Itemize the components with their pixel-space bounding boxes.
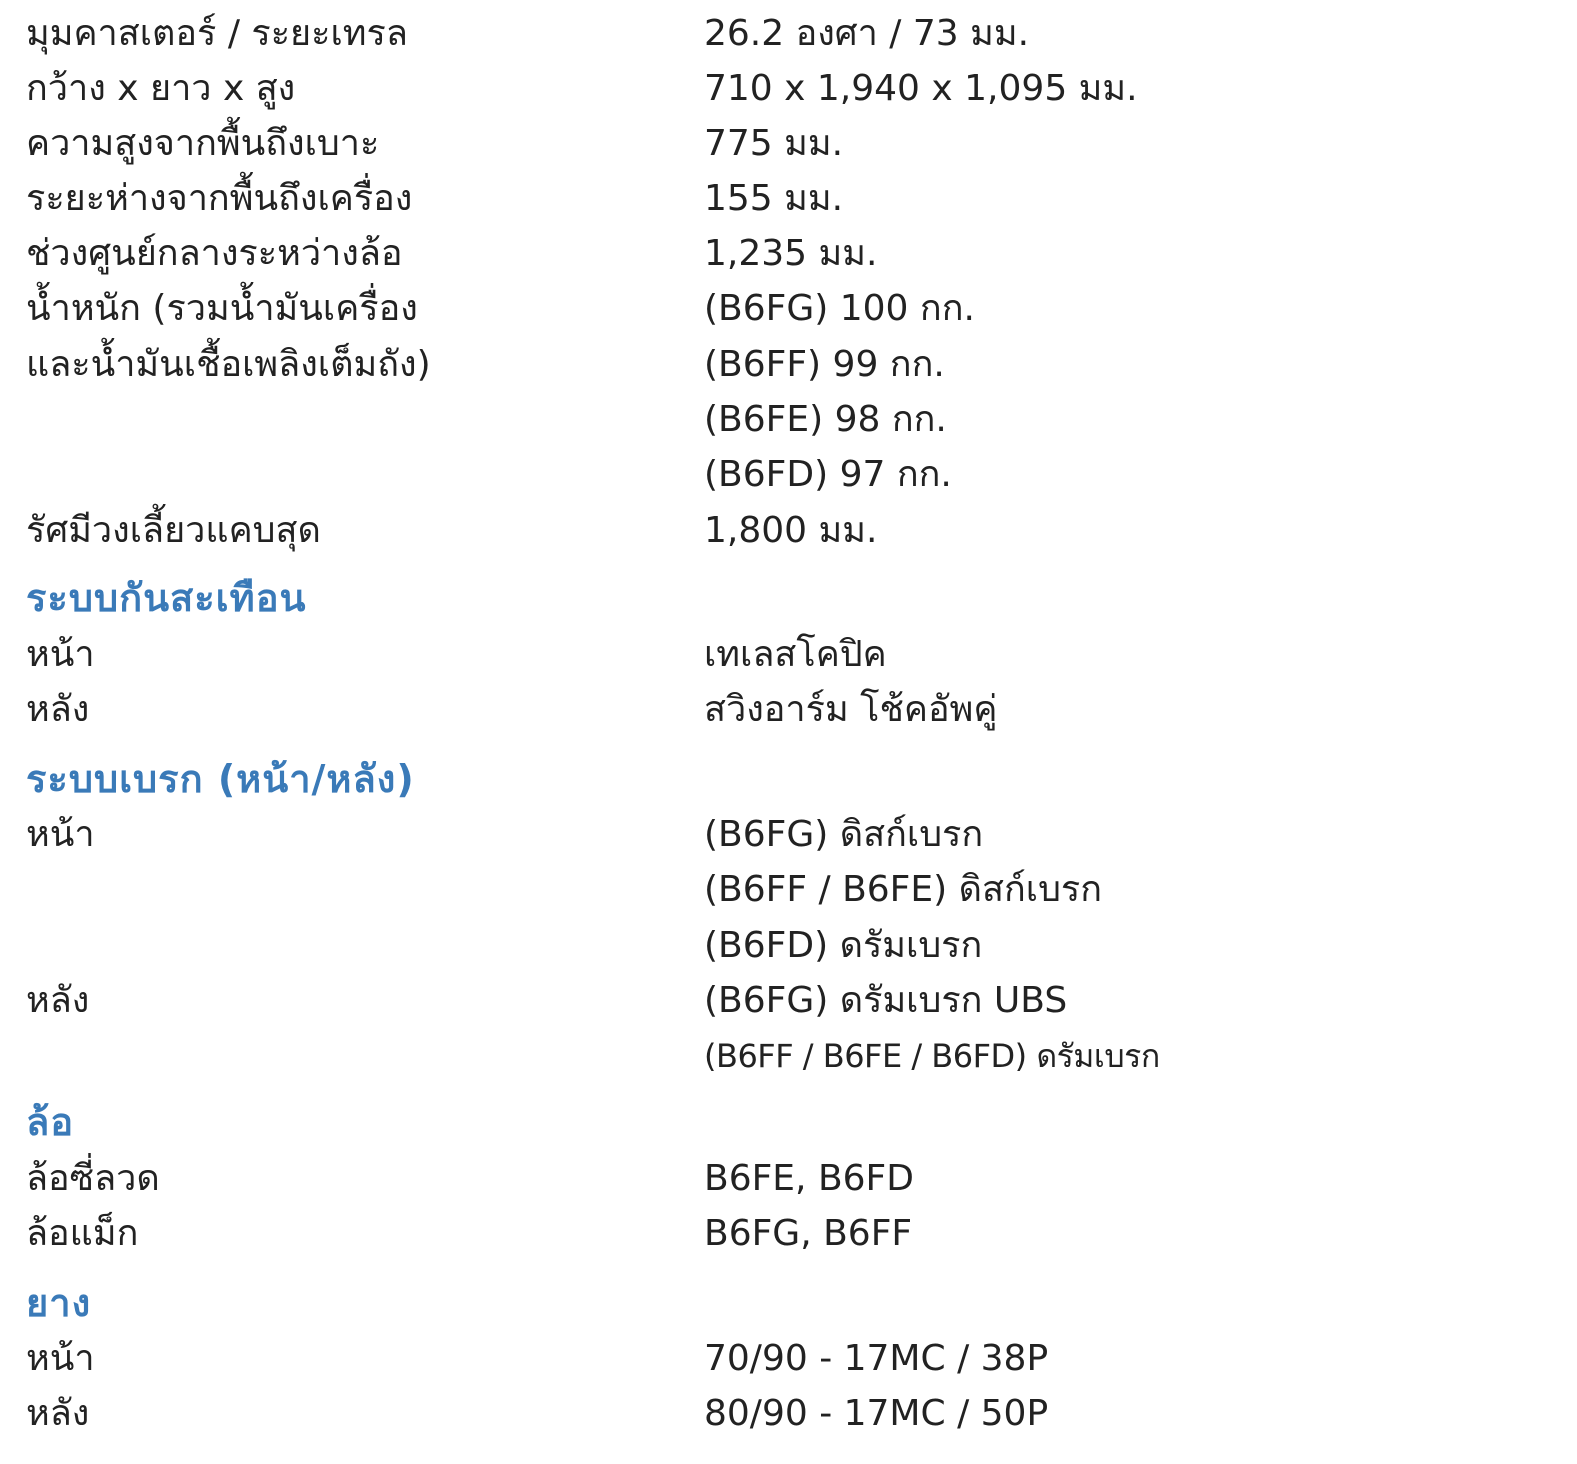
spec-label: หลัง xyxy=(26,980,90,1021)
spec-value: B6FE, B6FD xyxy=(704,1158,914,1199)
spec-value: 1,800 มม. xyxy=(704,510,878,551)
spec-label: หลัง xyxy=(26,1393,90,1434)
spec-label: หน้า xyxy=(26,1338,95,1379)
spec-label: ระยะห่างจากพื้นถึงเครื่อง xyxy=(26,178,413,219)
spec-value: (B6FG) ดรัมเบรก UBS xyxy=(704,980,1068,1021)
spec-row xyxy=(0,447,1577,503)
spec-value: (B6FF) 99 กก. xyxy=(704,344,945,385)
section-heading-suspension: ระบบกันสะเทือน xyxy=(26,576,307,620)
spec-label: หน้า xyxy=(26,814,95,855)
spec-label: ล้อแม็ก xyxy=(26,1213,139,1254)
spec-value: (B6FD) 97 กก. xyxy=(704,454,952,495)
spec-label: ความสูงจากพื้นถึงเบาะ xyxy=(26,123,380,164)
section-heading-brakes: ระบบเบรก (หน้า/หลัง) xyxy=(26,757,415,801)
spec-value: (B6FD) ดรัมเบรก xyxy=(704,925,983,966)
spec-row xyxy=(0,918,1577,974)
spec-row xyxy=(0,281,1577,337)
spec-row xyxy=(0,1206,1577,1262)
spec-row xyxy=(0,682,1577,738)
spec-value: 1,235 มม. xyxy=(704,233,878,274)
spec-value: (B6FG) 100 กก. xyxy=(704,288,975,329)
spec-label: รัศมีวงเลี้ยวแคบสุด xyxy=(26,510,321,551)
spec-row xyxy=(0,116,1577,172)
spec-row xyxy=(0,807,1577,863)
spec-row xyxy=(0,1151,1577,1207)
spec-row xyxy=(0,862,1577,918)
spec-label: ล้อซี่ลวด xyxy=(26,1158,160,1199)
spec-label: หลัง xyxy=(26,689,90,730)
spec-value: 710 x 1,940 x 1,095 มม. xyxy=(704,68,1138,109)
spec-label: กว้าง x ยาว x สูง xyxy=(26,68,296,109)
spec-row xyxy=(0,973,1577,1029)
spec-value: (B6FF / B6FE / B6FD) ดรัมเบรก xyxy=(704,1037,1160,1075)
section-heading-tires: ยาง xyxy=(26,1281,92,1325)
spec-value: (B6FE) 98 กก. xyxy=(704,399,947,440)
spec-row xyxy=(0,171,1577,227)
spec-value: 775 มม. xyxy=(704,123,844,164)
spec-label: และน้ำมันเชื้อเพลิงเต็มถัง) xyxy=(26,344,431,385)
spec-row xyxy=(0,337,1577,393)
spec-label: มุมคาสเตอร์ / ระยะเทรล xyxy=(26,13,408,54)
spec-value: 26.2 องศา / 73 มม. xyxy=(704,13,1030,54)
spec-value: (B6FF / B6FE) ดิสก์เบรก xyxy=(704,869,1103,910)
spec-row xyxy=(0,226,1577,282)
spec-row xyxy=(0,1331,1577,1387)
spec-value: 155 มม. xyxy=(704,178,844,219)
spec-label: น้ำหนัก (รวมน้ำมันเครื่อง xyxy=(26,288,418,329)
spec-row xyxy=(0,1386,1577,1442)
spec-row xyxy=(0,1028,1577,1084)
spec-row xyxy=(0,503,1577,559)
spec-value: สวิงอาร์ม โช้คอัพคู่ xyxy=(704,689,998,730)
spec-value: 80/90 - 17MC / 50P xyxy=(704,1393,1049,1434)
spec-row xyxy=(0,627,1577,683)
spec-value: B6FG, B6FF xyxy=(704,1213,913,1254)
spec-row xyxy=(0,61,1577,117)
spec-label: ช่วงศูนย์กลางระหว่างล้อ xyxy=(26,233,403,274)
spec-row xyxy=(0,6,1577,62)
spec-value: เทเลสโคปิค xyxy=(704,634,887,675)
spec-value: 70/90 - 17MC / 38P xyxy=(704,1338,1049,1379)
spec-row xyxy=(0,392,1577,448)
section-heading-wheels: ล้อ xyxy=(26,1100,75,1144)
spec-value: (B6FG) ดิสก์เบรก xyxy=(704,814,984,855)
spec-label: หน้า xyxy=(26,634,95,675)
